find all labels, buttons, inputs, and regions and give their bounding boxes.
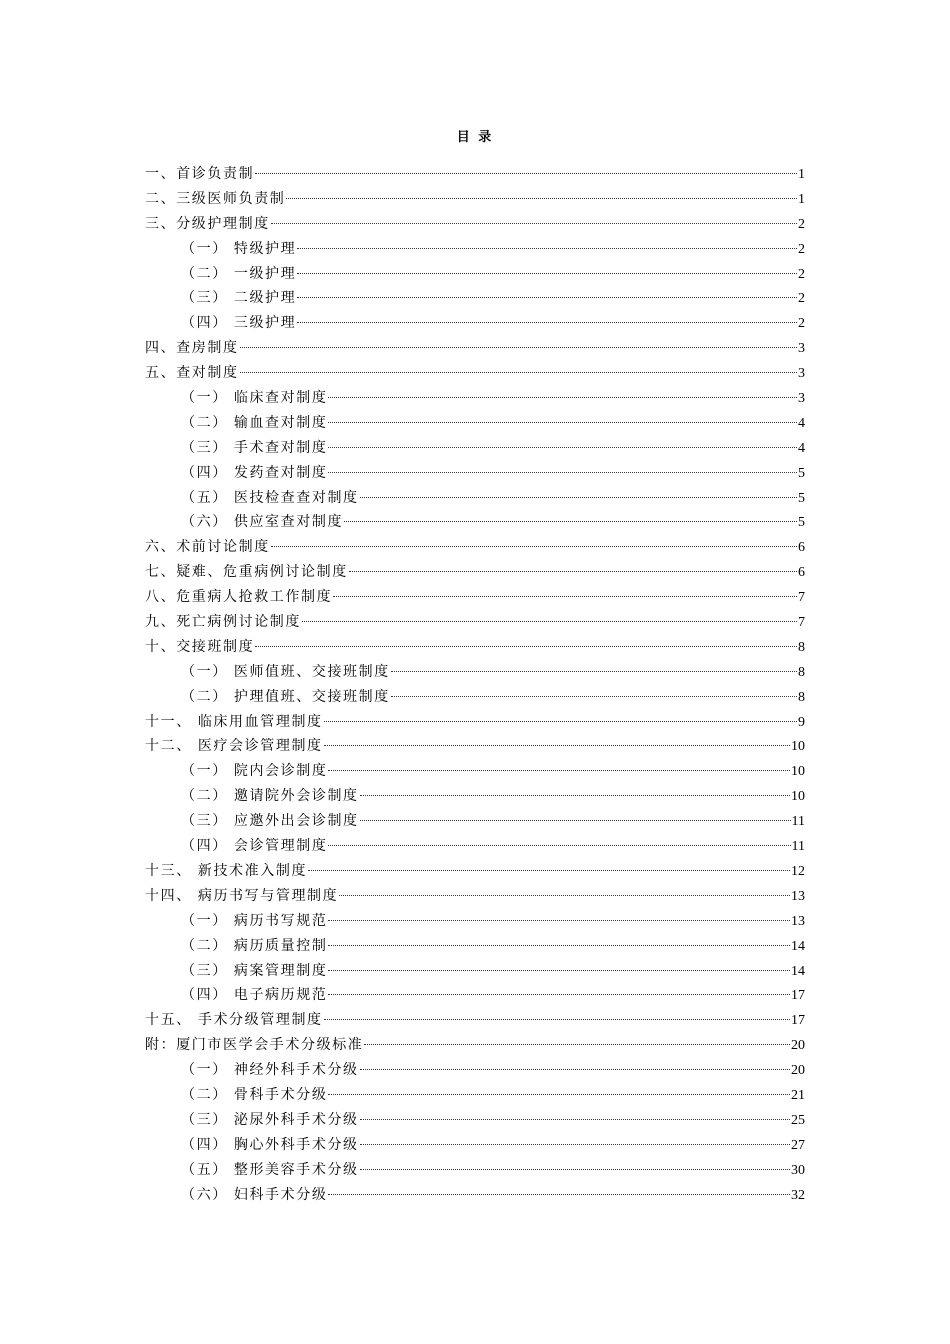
toc-entry-label: 附：厦门市医学会手术分级标准 [145,1037,364,1054]
toc-page-number: 21 [791,1087,805,1103]
toc-entry-label: 五、查对制度 [145,365,239,382]
toc-entry[interactable] [145,884,805,909]
toc-page-number: 13 [791,913,805,929]
toc-entry-label: 九、死亡病例讨论制度 [145,614,301,631]
toc-entry-label: （二） 输血查对制度 [181,414,328,431]
toc-entry-label: （一） 医师值班、交接班制度 [181,663,390,680]
toc-subentry[interactable] [145,934,805,959]
toc-subentry[interactable] [145,660,805,685]
toc-entry-label: （五） 整形美容手术分级 [181,1161,359,1178]
toc-entry-label: 十、交接班制度 [145,638,255,655]
dot-leader [360,820,791,821]
toc-page-number: 8 [798,664,805,680]
toc-entry-label: 十五、 手术分级管理制度 [145,1012,323,1029]
toc-entry[interactable] [145,635,805,660]
toc-entry-label: （四） 胸心外科手术分级 [181,1136,359,1153]
toc-page-number: 14 [791,963,805,979]
toc-entry[interactable] [145,610,805,635]
toc-page-number: 2 [798,241,805,257]
toc-page-number: 11 [791,839,805,855]
toc-entry-label: （六） 供应室查对制度 [181,514,344,531]
toc-page-number: 6 [798,565,805,581]
toc-subentry[interactable] [145,510,805,535]
toc-entry[interactable] [145,162,805,187]
toc-subentry[interactable] [145,262,805,287]
toc-entry[interactable] [145,187,805,212]
toc-page-number: 4 [798,440,805,456]
toc-subentry[interactable] [145,959,805,984]
dot-leader [324,745,790,746]
toc-subentry[interactable] [145,311,805,336]
toc-entry[interactable] [145,1008,805,1033]
toc-page-number: 3 [798,366,805,382]
toc-subentry[interactable] [145,237,805,262]
toc-page-number: 1 [798,167,805,182]
dot-leader [328,994,790,995]
toc-entry[interactable] [145,535,805,560]
dot-leader [328,397,797,398]
dot-leader [328,770,790,771]
toc-page-number: 5 [798,490,805,506]
dot-leader [324,1019,790,1020]
toc-entry-label: （二） 护理值班、交接班制度 [181,688,390,705]
dot-leader [240,372,797,373]
toc-subentry[interactable] [145,909,805,934]
toc-page-number: 14 [791,938,805,954]
toc-subentry[interactable] [145,386,805,411]
toc-entry[interactable] [145,361,805,386]
toc-entry-label: （四） 发药查对制度 [181,464,328,481]
dot-leader [297,273,797,274]
dot-leader [344,521,797,522]
toc-subentry[interactable] [145,1058,805,1083]
dot-leader [328,970,790,971]
toc-page-number: 6 [798,540,805,556]
toc-page-number: 20 [791,1038,805,1054]
dot-leader [333,596,797,597]
toc-page-number: 2 [798,316,805,332]
toc-page-number: 32 [791,1187,805,1203]
toc-entry[interactable] [145,560,805,585]
toc-entry-label: （二） 一级护理 [181,265,297,282]
dot-leader [328,422,797,423]
toc-entry[interactable] [145,859,805,884]
dot-leader [339,895,790,896]
toc-entry[interactable] [145,336,805,361]
dot-leader [360,497,797,498]
toc-page-number: 17 [791,988,805,1004]
toc-page-number: 1 [798,191,805,207]
toc-page-number: 8 [798,639,805,655]
toc-subentry[interactable] [145,759,805,784]
toc-entry-label: 二、三级医师负责制 [145,190,286,207]
toc-entry-label: （一） 临床查对制度 [181,390,328,407]
toc-entry-label: 十三、 新技术准入制度 [145,862,308,879]
toc-entry-label: （三） 应邀外出会诊制度 [181,813,359,830]
toc-subentry[interactable] [145,461,805,486]
toc-subentry[interactable] [145,436,805,461]
toc-entry-label: （四） 三级护理 [181,315,297,332]
toc-subentry[interactable] [145,983,805,1008]
dot-leader [364,1044,790,1045]
toc-page-number: 10 [791,739,805,755]
toc-entry-label: 七、疑难、危重病例讨论制度 [145,564,348,581]
dot-leader [255,646,797,647]
toc-entry-label: 十二、 医疗会诊管理制度 [145,738,323,755]
dot-leader [324,721,797,722]
toc-entry-label: （二） 病历质量控制 [181,937,328,954]
toc-page-number: 10 [791,764,805,780]
toc-subentry[interactable] [145,1108,805,1133]
toc-entry[interactable] [145,212,805,237]
toc-page-number: 25 [791,1112,805,1128]
dot-leader [328,920,790,921]
dot-leader [360,795,790,796]
toc-entry-label: （一） 特级护理 [181,240,297,257]
toc-entry[interactable] [145,710,805,735]
dot-leader [391,671,797,672]
toc-entry-label: （一） 病历书写规范 [181,912,328,929]
toc-page-number: 7 [798,615,805,631]
toc-page-number: 5 [798,465,805,481]
toc-page-number: 27 [791,1137,805,1153]
dot-leader [240,347,797,348]
dot-leader [328,845,790,846]
dot-leader [297,297,797,298]
dot-leader [328,447,797,448]
toc-page-number: 9 [798,714,805,730]
dot-leader [328,945,790,946]
dot-leader [308,870,790,871]
toc-page-number: 12 [791,863,805,879]
toc-subentry[interactable] [145,1133,805,1158]
toc-page-number: 13 [791,888,805,904]
toc-subentry[interactable] [145,784,805,809]
toc-entry[interactable] [145,1033,805,1058]
toc-subentry[interactable] [145,286,805,311]
toc-entry-label: （二） 骨科手术分级 [181,1086,328,1103]
toc-entry-label: （五） 医技检查查对制度 [181,489,359,506]
toc-entry-label: （三） 二级护理 [181,290,297,307]
dot-leader [360,1069,790,1070]
toc-entry-label: 一、首诊负责制 [145,166,255,182]
toc-entry-label: （三） 手术查对制度 [181,439,328,456]
toc-page-number: 30 [791,1162,805,1178]
toc-page-number: 17 [791,1013,805,1029]
toc-page-number: 2 [798,291,805,307]
toc-entry-label: 八、危重病人抢救工作制度 [145,589,333,606]
toc-entry[interactable] [145,585,805,610]
page-title: 目 录 [456,130,494,145]
dot-leader [286,198,797,199]
toc-entry-label: （四） 会诊管理制度 [181,838,328,855]
toc-page-number: 3 [798,341,805,357]
dot-leader [255,173,797,174]
toc-page-number: 3 [798,391,805,407]
toc-page-number: 20 [791,1063,805,1079]
toc-subentry[interactable] [145,1083,805,1108]
toc-entry-label: 十一、 临床用血管理制度 [145,713,323,730]
toc-subentry[interactable] [145,1183,805,1208]
dot-leader [328,1094,790,1095]
toc-entry-label: 三、分级护理制度 [145,215,270,232]
toc-page-number: 11 [791,814,805,830]
dot-leader [302,621,797,622]
dot-leader [297,248,797,249]
dot-leader [271,546,797,547]
dot-leader [328,1194,790,1195]
table-of-contents [145,162,805,1207]
toc-entry-label: （六） 妇科手术分级 [181,1186,328,1203]
toc-entry-label: （四） 电子病历规范 [181,987,328,1004]
toc-subentry[interactable] [145,1158,805,1183]
toc-entry-label: （二） 邀请院外会诊制度 [181,788,359,805]
toc-page-number: 7 [798,590,805,606]
toc-subentry[interactable] [145,486,805,511]
toc-page-number: 10 [791,789,805,805]
dot-leader [360,1169,790,1170]
toc-page-number: 4 [798,415,805,431]
toc-entry-label: 四、查房制度 [145,340,239,357]
dot-leader [297,322,797,323]
dot-leader [360,1119,790,1120]
toc-entry-label: （一） 院内会诊制度 [181,763,328,780]
toc-subentry[interactable] [145,834,805,859]
toc-subentry[interactable] [145,411,805,436]
toc-entry[interactable] [145,734,805,759]
dot-leader [360,1144,790,1145]
toc-entry-label: （三） 病案管理制度 [181,962,328,979]
dot-leader [328,472,797,473]
toc-entry-label: 六、术前讨论制度 [145,539,270,556]
toc-entry-label: （三） 泌尿外科手术分级 [181,1111,359,1128]
toc-page-number: 5 [798,515,805,531]
toc-page-number: 2 [798,216,805,232]
dot-leader [349,571,797,572]
toc-page-number: 2 [798,266,805,282]
toc-entry-label: 十四、 病历书写与管理制度 [145,887,339,904]
dot-leader [271,223,797,224]
toc-subentry[interactable] [145,685,805,710]
toc-subentry[interactable] [145,809,805,834]
toc-page-number: 8 [798,689,805,705]
dot-leader [391,696,797,697]
toc-entry-label: （一） 神经外科手术分级 [181,1062,359,1079]
